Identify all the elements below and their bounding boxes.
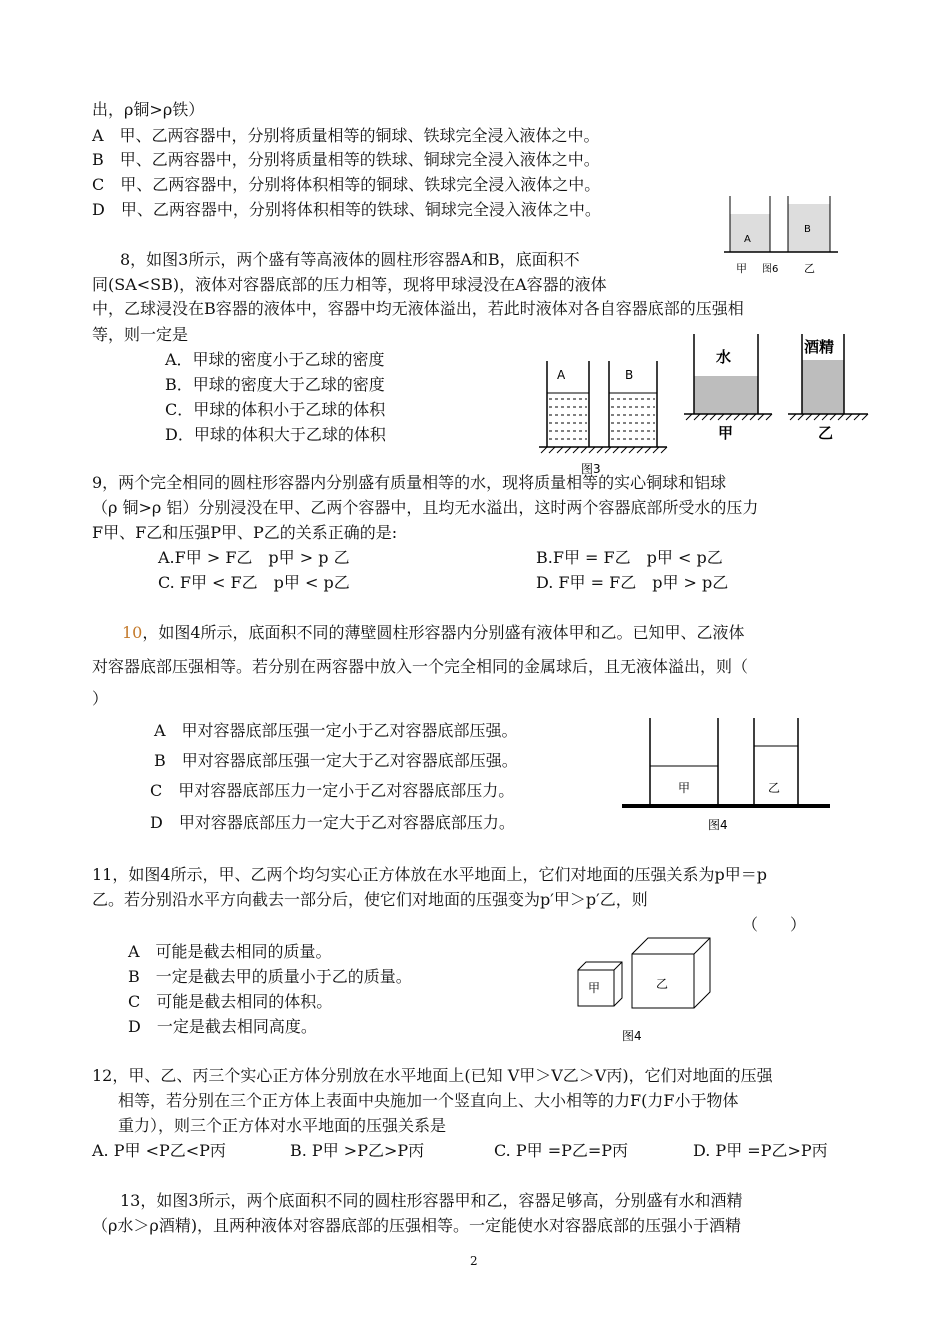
- q13-line-1: 13，如图3所示，两个底面积不同的圆柱形容器甲和乙，容器足够高，分别盛有水和酒精: [120, 1191, 743, 1210]
- fig4b-right-label: 乙: [656, 977, 669, 991]
- fig6-left-label: 甲: [736, 262, 747, 275]
- q10-option-c: C 甲对容器底部压力一定小于乙对容器底部压力。: [150, 781, 515, 800]
- fig3-label-b: B: [625, 368, 634, 382]
- fig4b-caption: 图4: [622, 1029, 642, 1043]
- q8-option-d: D．甲球的体积大于乙球的体积: [165, 425, 386, 444]
- q12-option-a: A. P甲 <P乙<P丙: [92, 1141, 226, 1160]
- fig6-label-b: B: [804, 224, 811, 235]
- q11-line-1: 11，如图4所示，甲、乙两个均匀实心正方体放在水平地面上，它们对地面的压强关系为p甲＝p: [92, 865, 768, 884]
- q10-line-2: 对容器底部压强相等。若分别在两容器中放入一个完全相同的金属球后，且无液体溢出，则（: [92, 657, 749, 676]
- fig4a-caption: 图4: [708, 818, 728, 832]
- q11-bracket: （ ）: [742, 915, 807, 934]
- q7-option-c: C 甲、乙两容器中，分别将体积相等的铜球、铁球完全浸入液体之中。: [92, 175, 601, 194]
- q8-line-4: 等，则一定是: [92, 325, 189, 344]
- fig6-caption: 图6: [762, 264, 779, 275]
- q13-line-2: （ρ水＞ρ酒精)，且两种液体对容器底部的压强相等。一定能使水对容器底部的压强小于酒精: [92, 1216, 742, 1235]
- q12-option-c: C. P甲 =P乙=P丙: [494, 1141, 629, 1160]
- fig3-right-label: 乙: [818, 424, 834, 442]
- fig3-label-a: A: [557, 368, 566, 382]
- q8-option-c: C．甲球的体积小于乙球的体积: [165, 400, 386, 419]
- q12-line-3: 重力），则三个正方体对水平地面的压强关系是: [118, 1116, 447, 1135]
- q9-option-a: A.F甲 > F乙 p甲 > p 乙: [158, 548, 350, 567]
- q7-option-b: B 甲、乙两容器中，分别将质量相等的铁球、铜球完全浸入液体之中。: [92, 150, 600, 169]
- q10-option-a: A 甲对容器底部压强一定小于乙对容器底部压强。: [154, 721, 518, 740]
- figure-3-water-alcohol: [680, 330, 880, 440]
- q11-option-c: C 可能是截去相同的体积。: [128, 992, 333, 1011]
- q7-option-d: D 甲、乙两容器中，分别将体积相等的铁球、铜球完全浸入液体之中。: [92, 200, 601, 219]
- q8-line-2: 同(SA<SB)，液体对容器底部的压力相等，现将甲球浸没在A容器的液体: [92, 275, 607, 294]
- q10-option-b: B 甲对容器底部压强一定大于乙对容器底部压强。: [154, 751, 518, 770]
- q11-option-a: A 可能是截去相同的质量。: [128, 942, 332, 961]
- fig3-left-label: 甲: [718, 424, 734, 442]
- intro-line: 出，ρ铜>ρ铁）: [92, 100, 205, 119]
- q8-option-a: A．甲球的密度小于乙球的密度: [165, 350, 385, 369]
- q9-line-1: 9，两个完全相同的圆柱形容器内分别盛有质量相等的水，现将质量相等的实心铜球和铝球: [92, 473, 727, 492]
- fig4a-right-label: 乙: [768, 781, 781, 795]
- fig4b-left-label: 甲: [588, 981, 601, 995]
- q10-option-d: D 甲对容器底部压力一定大于乙对容器底部压力。: [150, 813, 515, 832]
- q7-option-a: A 甲、乙两容器中，分别将质量相等的铜球、铁球完全浸入液体之中。: [92, 126, 600, 145]
- q10-line-3: ）: [92, 689, 109, 708]
- q12-option-d: D. P甲 =P乙>P丙: [693, 1141, 828, 1160]
- page-number: 2: [470, 1254, 478, 1268]
- fig3-caption: 图3: [581, 462, 601, 476]
- q12-line-2: 相等，若分别在三个正方体上表面中央施加一个竖直向上、大小相等的力F(力F小于物体: [118, 1091, 739, 1110]
- q9-option-b: B.F甲 = F乙 p甲 < p乙: [536, 548, 723, 567]
- q10-number: 10: [122, 623, 143, 642]
- q8-line-1: 8，如图3所示，两个盛有等高液体的圆柱形容器A和B，底面积不: [120, 250, 580, 269]
- fig3-alcohol-label: 酒精: [804, 338, 835, 356]
- q11-option-b: B 一定是截去甲的质量小于乙的质量。: [128, 967, 412, 986]
- fig4a-left-label: 甲: [678, 781, 691, 795]
- q9-option-d: D. F甲 = F乙 p甲 > p乙: [536, 573, 729, 592]
- q9-option-c: C. F甲 < F乙 p甲 < p乙: [158, 573, 350, 592]
- fig3-water-label: 水: [716, 348, 732, 366]
- figure-4-containers: [618, 712, 838, 837]
- q10-line-1-text: ，如图4所示，底面积不同的薄壁圆柱形容器内分别盛有液体甲和乙。已知甲、乙液体: [142, 623, 745, 642]
- q12-option-b: B. P甲 >P乙>P丙: [290, 1141, 425, 1160]
- q8-option-b: B．甲球的密度大于乙球的密度: [165, 375, 385, 394]
- figure-6: [720, 192, 850, 282]
- q12-line-1: 12，甲、乙、丙三个实心正方体分别放在水平地面上(已知 V甲＞V乙＞V丙)，它们对地面的压强: [92, 1066, 773, 1085]
- fig6-label-a: A: [744, 234, 751, 245]
- q11-option-d: D 一定是截去相同高度。: [128, 1017, 317, 1036]
- q9-line-3: F甲、F乙和压强P甲、P乙的关系正确的是:: [92, 523, 398, 542]
- q11-line-2: 乙。若分别沿水平方向截去一部分后，使它们对地面的压强变为p′甲＞p′乙，则: [92, 890, 648, 909]
- q9-line-2: （ρ 铜>ρ 铝）分别浸没在甲、乙两个容器中，且均无水溢出，这时两个容器底部所受水的压力: [92, 498, 759, 517]
- figure-4-cubes: [572, 930, 742, 1050]
- figure-3-containers: [535, 355, 675, 480]
- q10-line-1: [122, 622, 745, 644]
- fig6-right-label: 乙: [804, 262, 815, 275]
- q8-line-3: 中，乙球浸没在B容器的液体中，容器中均无液体溢出，若此时液体对各自容器底部的压强相: [92, 299, 744, 318]
